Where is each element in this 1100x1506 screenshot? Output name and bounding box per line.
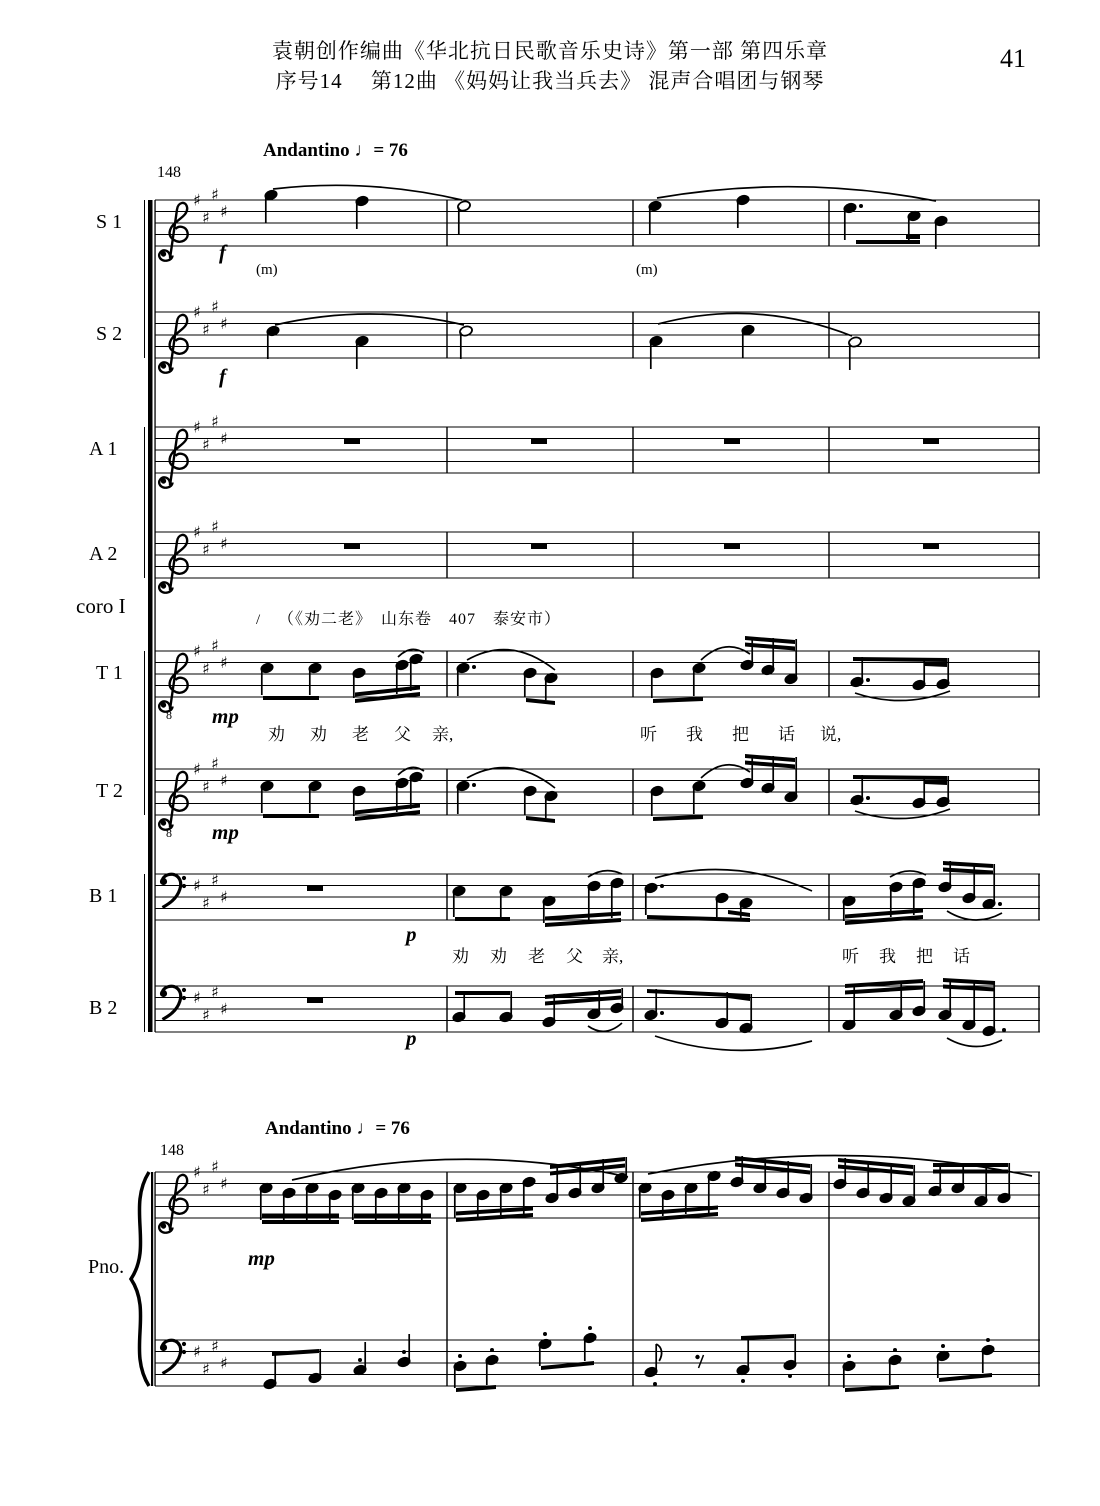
lyric-b: 劝 bbox=[452, 947, 469, 966]
staff-s1 bbox=[155, 185, 1040, 261]
svg-text:♯: ♯ bbox=[193, 759, 201, 779]
svg-text:♯: ♯ bbox=[193, 302, 201, 322]
svg-text:♯: ♯ bbox=[202, 1359, 210, 1379]
svg-text:8: 8 bbox=[166, 708, 172, 722]
dynamic-f-s2: f bbox=[219, 364, 226, 388]
page-number: 41 bbox=[1000, 44, 1026, 73]
svg-text:♯: ♯ bbox=[193, 1342, 201, 1361]
svg-text:♯: ♯ bbox=[220, 534, 228, 553]
lyric-b: 把 bbox=[916, 947, 933, 966]
svg-text:♯: ♯ bbox=[193, 641, 201, 661]
svg-text:♯: ♯ bbox=[220, 887, 228, 907]
svg-text:♯: ♯ bbox=[202, 539, 210, 559]
lyric-t: 我 bbox=[686, 725, 703, 744]
dynamic-f-s1: f bbox=[219, 240, 226, 264]
lyric-b: 我 bbox=[879, 947, 896, 966]
staff-label-a2: A 2 bbox=[89, 543, 118, 565]
svg-text:♯: ♯ bbox=[211, 982, 219, 1002]
svg-text:8: 8 bbox=[166, 826, 172, 840]
dynamic-mp-t1: mp bbox=[212, 704, 239, 728]
lyric-b: 话 bbox=[953, 947, 970, 966]
svg-text:♯: ♯ bbox=[220, 429, 228, 448]
svg-text:♯: ♯ bbox=[193, 988, 201, 1007]
svg-text:♯: ♯ bbox=[211, 1156, 219, 1176]
lyric-b: 劝 bbox=[490, 947, 507, 966]
lyric-b: 老 bbox=[528, 947, 545, 966]
svg-text:♯: ♯ bbox=[220, 999, 228, 1019]
lyric-t: 劝 bbox=[310, 725, 327, 744]
svg-text:♯: ♯ bbox=[202, 319, 210, 339]
svg-text:♯: ♯ bbox=[211, 870, 219, 890]
folk-song-source: （《劝二老》 山东卷 407 泰安市） bbox=[278, 611, 562, 628]
lyric-t: 老 bbox=[352, 725, 369, 744]
staff-label-s1: S 1 bbox=[96, 211, 123, 233]
svg-text:♯: ♯ bbox=[220, 314, 228, 333]
svg-text:♯: ♯ bbox=[220, 1353, 228, 1373]
staff-b1 bbox=[155, 861, 1040, 927]
staff-a2 bbox=[155, 517, 1040, 593]
svg-text:♯: ♯ bbox=[220, 202, 228, 221]
svg-text:♯: ♯ bbox=[211, 184, 219, 204]
staff-b2 bbox=[155, 978, 1040, 1050]
svg-text:♯: ♯ bbox=[220, 653, 228, 672]
lyric-b: 父 bbox=[566, 947, 583, 966]
svg-text:♯: ♯ bbox=[202, 1005, 210, 1025]
lyric-t: 说, bbox=[820, 725, 842, 744]
mouth-closed-mark-2: (m) bbox=[636, 262, 658, 278]
svg-text:♯: ♯ bbox=[220, 1174, 228, 1193]
lyric-t: 劝 bbox=[268, 725, 285, 744]
breath-slash: / bbox=[256, 612, 261, 628]
dynamic-p-b2: p bbox=[406, 1026, 417, 1050]
lyric-b: 亲, bbox=[602, 947, 624, 966]
svg-text:♯: ♯ bbox=[211, 753, 219, 773]
choir-group-label: coro I bbox=[76, 594, 126, 618]
svg-text:♯: ♯ bbox=[202, 658, 210, 678]
piano-brace bbox=[131, 1172, 149, 1386]
piano-label: Pno. bbox=[88, 1256, 125, 1278]
svg-text:♯: ♯ bbox=[211, 1336, 219, 1356]
staff-label-t2: T 2 bbox=[96, 780, 123, 802]
lyric-t: 亲, bbox=[432, 725, 454, 744]
header-line-2: 序号14 第12曲 《妈妈让我当兵去》 混声合唱团与钢琴 bbox=[275, 69, 825, 93]
tempo-marking-piano: Andantino ♩= 76 bbox=[265, 1118, 410, 1139]
staff-label-b2: B 2 bbox=[89, 997, 118, 1019]
svg-text:♯: ♯ bbox=[193, 190, 201, 210]
svg-text:♯: ♯ bbox=[202, 434, 210, 454]
staff-label-a1: A 1 bbox=[89, 438, 118, 460]
svg-text:♯: ♯ bbox=[193, 522, 201, 542]
tempo-marking-top: Andantino ♩= 76 bbox=[263, 140, 408, 161]
header-line-1: 袁朝创作编曲《华北抗日民歌音乐史诗》第一部 第四乐章 bbox=[271, 39, 829, 63]
svg-text:♯: ♯ bbox=[220, 771, 228, 790]
lyric-b: 听 bbox=[842, 947, 859, 966]
svg-text:♯: ♯ bbox=[193, 417, 201, 437]
svg-text:♯: ♯ bbox=[211, 411, 219, 431]
staff-label-b1: B 1 bbox=[89, 885, 118, 907]
svg-text:♯: ♯ bbox=[193, 1162, 201, 1182]
lyric-t: 父 bbox=[394, 725, 411, 744]
svg-text:♯: ♯ bbox=[202, 776, 210, 796]
lyric-t: 话 bbox=[778, 725, 795, 744]
svg-text:♯: ♯ bbox=[202, 893, 210, 913]
staff-t2 bbox=[155, 754, 1040, 840]
dynamic-mp-piano: mp bbox=[248, 1246, 275, 1270]
staff-label-t1: T 1 bbox=[96, 662, 123, 684]
svg-text:♯: ♯ bbox=[211, 635, 219, 655]
staff-s2 bbox=[155, 297, 1040, 373]
staff-a1 bbox=[155, 412, 1040, 488]
staff-label-s2: S 2 bbox=[96, 323, 123, 345]
svg-text:♯: ♯ bbox=[202, 1179, 210, 1199]
svg-text:♯: ♯ bbox=[211, 296, 219, 316]
lyric-t: 听 bbox=[640, 725, 657, 744]
svg-text:♯: ♯ bbox=[211, 516, 219, 536]
staff-t1 bbox=[155, 636, 1040, 722]
svg-text:♯: ♯ bbox=[193, 876, 201, 895]
svg-text:♯: ♯ bbox=[202, 207, 210, 227]
staff-pnoB bbox=[155, 1326, 1040, 1392]
measure-number-piano: 148 bbox=[160, 1142, 184, 1159]
mouth-closed-mark-1: (m) bbox=[256, 262, 278, 278]
measure-number-top: 148 bbox=[157, 164, 181, 181]
dynamic-p-b1: p bbox=[406, 922, 417, 946]
lyric-t: 把 bbox=[732, 725, 749, 744]
dynamic-mp-t2: mp bbox=[212, 820, 239, 844]
